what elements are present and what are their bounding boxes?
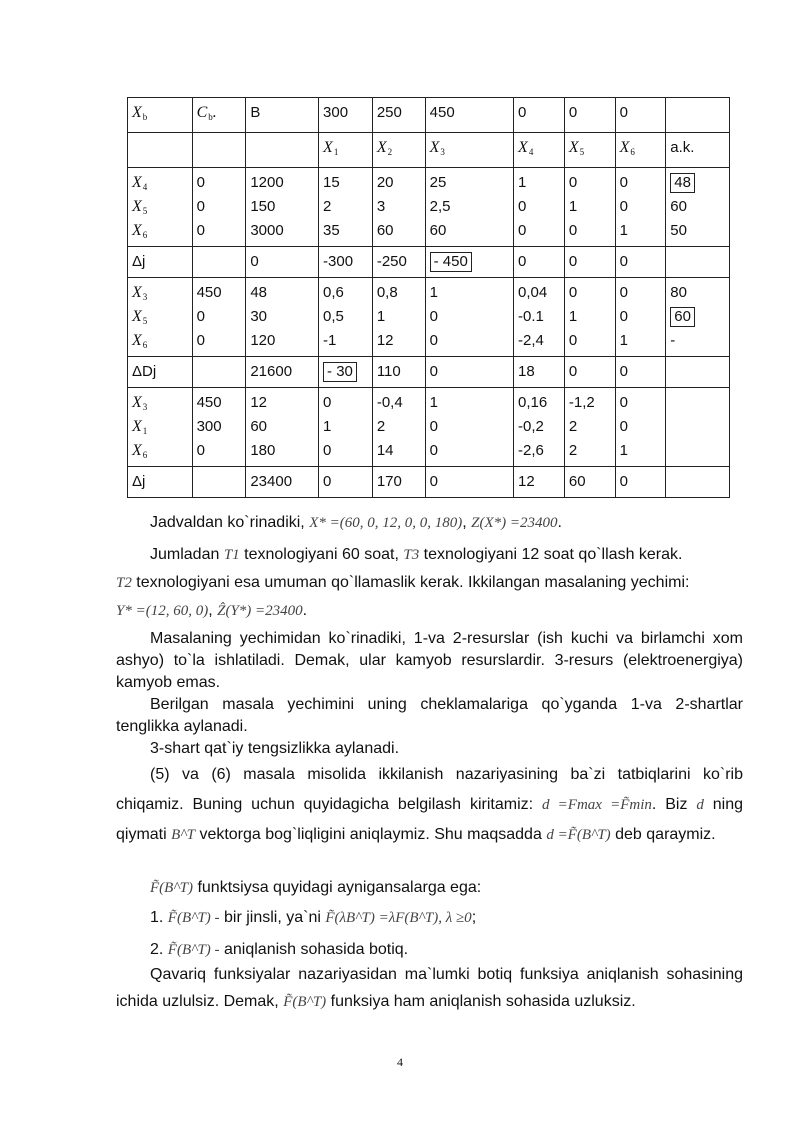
table-header-row [128, 98, 730, 133]
value-cell: 0 1 0 [564, 168, 615, 247]
basis-cell: $X_3$ $X_1$ $X_6$ [128, 388, 193, 467]
delta-value: 23400 [246, 467, 319, 498]
delta-label: Δj [128, 467, 193, 498]
formula: d =F̃(B^T) [546, 827, 611, 843]
delta-value: 18 [514, 357, 565, 388]
value-cell: 0,8 1 12 [372, 278, 425, 357]
delta-value: 0 [564, 357, 615, 388]
header-var: $X_6$ [615, 133, 666, 168]
delta-value: 60 [564, 467, 615, 498]
list-item: 1. F̃(B^T) - bir jinsli, ya`ni F̃(λB^T) =λF(B^T), λ ≥0; [150, 909, 477, 926]
header-var: $X_1$ [319, 133, 373, 168]
delta-empty [666, 357, 730, 388]
formula: F̃(B^T) [150, 880, 193, 896]
simplex-table [127, 97, 730, 498]
header-var: $X_4$ [514, 133, 565, 168]
delta-value: 0 [425, 467, 513, 498]
formula: T3 [403, 547, 420, 563]
formula: T1 [223, 547, 240, 563]
delta-value: 21600 [246, 357, 319, 388]
b-cell: 12 60 180 [246, 388, 319, 467]
header-cost: 0 [564, 98, 615, 133]
b-cell: 1200 150 3000 [246, 168, 319, 247]
formula: d =Fmax =F̃min [541, 797, 652, 813]
delta-row [128, 247, 730, 278]
paragraph: Qavariq funksiyalar nazariyasidan ma`lumki botiq funksiya aniqlanish sohasining ichida uzlulsiz. Demak, F̃(B^T) funksiya ham aniqlanish sohasida uzluksiz. [116, 966, 743, 1010]
formula: d [696, 797, 704, 813]
ak-cell: 48 60 50 [666, 168, 730, 247]
ak-cell [666, 388, 730, 467]
table-block [128, 388, 730, 467]
delta-value: 0 [564, 247, 615, 278]
formula: X* =(60, 0, 12, 0, 0, 180) [309, 515, 463, 531]
formula: Z(X*) =23400 [471, 515, 558, 531]
header-cost: 250 [372, 98, 425, 133]
header-empty [128, 133, 193, 168]
delta-value: 0 [615, 467, 666, 498]
basis-cell: $X_3$ $X_5$ $X_6$ [128, 278, 193, 357]
value-cell: 0 0 1 [615, 388, 666, 467]
delta-value [425, 247, 513, 278]
delta-value: 12 [514, 467, 565, 498]
delta-value: -250 [372, 247, 425, 278]
delta-value: 0 [514, 247, 565, 278]
table-block [128, 278, 730, 357]
delta-value: 0 [615, 247, 666, 278]
paragraph: Jadvaldan ko`rinadiki, X* =(60, 0, 12, 0, 0, 180), Z(X*) =23400. [150, 514, 562, 531]
header-empty [246, 133, 319, 168]
ak-cell: 80 60 - [666, 278, 730, 357]
header-cb: $C_b$. [192, 98, 246, 133]
formula: Y* =(12, 60, 0) [116, 603, 209, 619]
value-cell: 0 0 1 [615, 168, 666, 247]
formula: F̃(B^T) - [167, 910, 220, 926]
delta-row [128, 467, 730, 498]
value-cell: -1,2 2 2 [564, 388, 615, 467]
paragraph: F̃(B^T) funktsiysa quyidagi aynigansalarga ega: [150, 879, 482, 896]
value-cell: 0,6 0,5 -1 [319, 278, 373, 357]
paragraph: Berilgan masala yechimini uning cheklamalariga qo`yganda 1-va 2-shartlar tenglikka aylanadi. [116, 696, 743, 735]
header-cost: 0 [514, 98, 565, 133]
pivot-ratio-box: 60 [670, 307, 695, 327]
paragraph: Masalaning yechimidan ko`rinadiki, 1-va 2-resurslar (ish kuchi va birlamchi xom ashyo) to`la ishlatiladi. Demak, ular kamyob resurslardir. 3-resurs (elektroenergiya) kamyob emas. [116, 630, 743, 691]
header-cost: 300 [319, 98, 373, 133]
value-cell: 0 1 0 [564, 278, 615, 357]
paragraph: T2 texnologiyani esa umuman qo`llamaslik kerak. Ikkilangan masalaning yechimi: [116, 574, 690, 591]
delta-value: 0 [246, 247, 319, 278]
value-cell: 25 2,5 60 [425, 168, 513, 247]
delta-value: 0 [425, 357, 513, 388]
cb-cell: 450 0 0 [192, 278, 246, 357]
delta-empty [192, 467, 246, 498]
value-cell: 20 3 60 [372, 168, 425, 247]
pivot-ratio-box: 48 [670, 173, 695, 193]
header-var: $X_3$ [425, 133, 513, 168]
delta-value: 0 [615, 357, 666, 388]
paragraph: 3-shart qat`iy tengsizlikka aylanadi. [150, 740, 400, 757]
header-basis: $X_b$ [128, 98, 193, 133]
formula: F̃(B^T) - [167, 942, 220, 958]
delta-value [319, 357, 373, 388]
delta-value: -300 [319, 247, 373, 278]
value-cell: -0,4 2 14 [372, 388, 425, 467]
delta-value: 110 [372, 357, 425, 388]
paragraph: Y* =(12, 60, 0), Ẑ(Y*) =23400. [116, 602, 308, 619]
pivot-delta-box: - 30 [323, 362, 357, 382]
delta-label: Δj [128, 247, 193, 278]
b-cell: 48 30 120 [246, 278, 319, 357]
value-cell: 1 0 0 [514, 168, 565, 247]
cb-cell: 450 300 0 [192, 388, 246, 467]
table-block [128, 168, 730, 247]
formula: T2 [116, 575, 132, 591]
header-var: $X_2$ [372, 133, 425, 168]
paragraph: (5) va (6) masala misolida ikkilanish nazariyasining ba`zi tatbiqlarini ko`rib chiqamiz. Buning uchun quyidagicha belgilash kiritamiz: d =Fmax =F̃min. Biz d ning qiymati B^T vektorga bog`liqligini aniqlaymiz. Shu maqsadda d =F̃(B^T) deb qaraymiz. [116, 766, 743, 843]
delta-label: ΔDj [128, 357, 193, 388]
formula: F̃(B^T) [283, 994, 327, 1010]
header-empty [192, 133, 246, 168]
paragraph: Jumladan T1 texnologiyani 60 soat, T3 texnologiyani 12 soat qo`llash kerak. [150, 546, 683, 563]
value-cell: 1 0 0 [425, 388, 513, 467]
list-item: 2. F̃(B^T) - aniqlanish sohasida botiq. [150, 941, 409, 958]
value-cell: 1 0 0 [425, 278, 513, 357]
delta-empty [666, 467, 730, 498]
delta-empty [666, 247, 730, 278]
cb-cell: 0 0 0 [192, 168, 246, 247]
header-cost: 0 [615, 98, 666, 133]
delta-value: 0 [319, 467, 373, 498]
formula: Ẑ(Y*) =23400 [217, 603, 303, 619]
value-cell: 0 0 1 [615, 278, 666, 357]
header-empty [666, 98, 730, 133]
value-cell: 0,04 -0.1 -2,4 [514, 278, 565, 357]
delta-row [128, 357, 730, 388]
formula: F̃(λB^T) =λF(B^T), λ ≥0 [325, 910, 472, 926]
formula: B^T [171, 827, 195, 843]
pivot-delta-box: - 450 [430, 252, 472, 272]
delta-empty [192, 247, 246, 278]
header-ak: a.k. [666, 133, 730, 168]
header-b: B [246, 98, 319, 133]
delta-value: 170 [372, 467, 425, 498]
header-var: $X_5$ [564, 133, 615, 168]
header-cost: 450 [425, 98, 513, 133]
value-cell: 0,16 -0,2 -2,6 [514, 388, 565, 467]
value-cell: 0 1 0 [319, 388, 373, 467]
basis-cell: $X_4$ $X_5$ $X_6$ [128, 168, 193, 247]
table-header-row [128, 133, 730, 168]
delta-empty [192, 357, 246, 388]
value-cell: 15 2 35 [319, 168, 373, 247]
page-number: 4 [397, 1055, 403, 1069]
